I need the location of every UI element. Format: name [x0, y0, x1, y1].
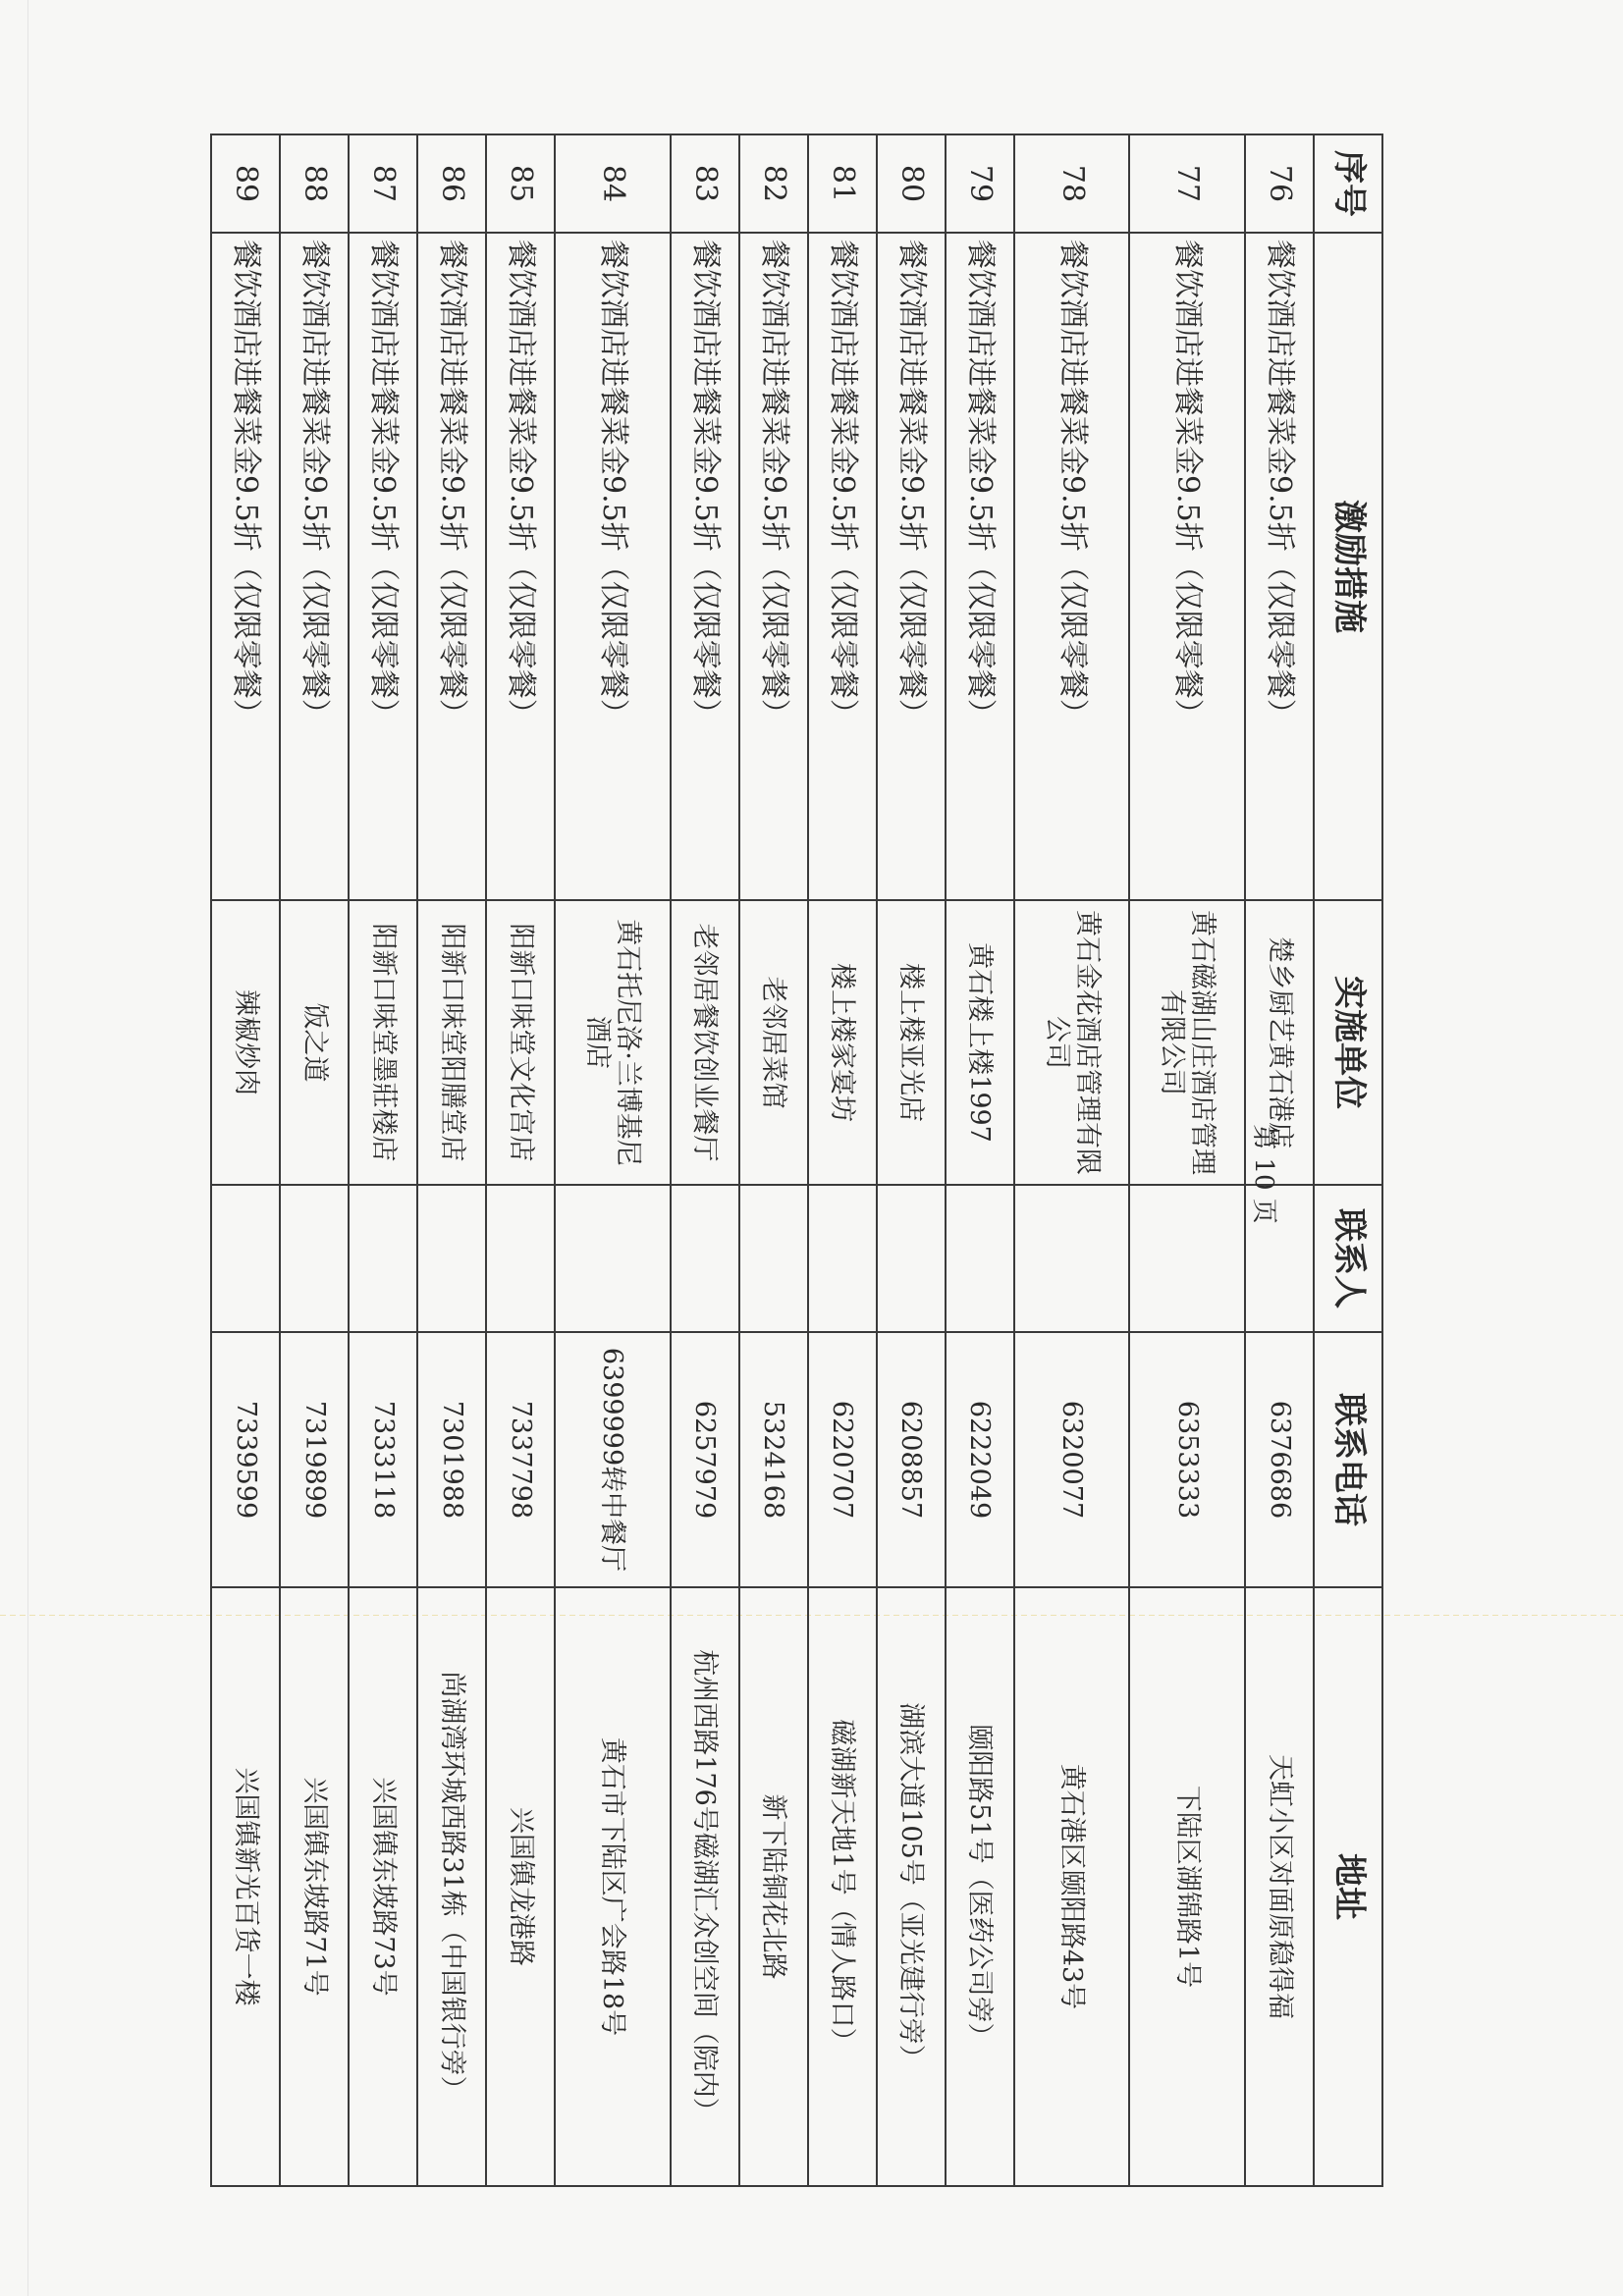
cell-address: 兴国镇龙港路: [486, 1587, 555, 2186]
cell-num: 88: [280, 134, 349, 233]
cell-address: 磁湖新天地1号（情人路口）: [808, 1587, 877, 2186]
cell-phone: 6353333: [1129, 1332, 1245, 1587]
cell-measure: 餐饮酒店进餐菜金9.5折（仅限零餐）: [349, 233, 417, 900]
cell-unit: 楚乡厨艺黄石港店: [1245, 900, 1314, 1185]
cell-contact: [417, 1185, 486, 1332]
table-header-row: [1314, 134, 1382, 2186]
rotated-table-container: [210, 133, 1383, 2185]
table-row: [808, 134, 877, 2186]
table-row: [417, 134, 486, 2186]
table-row: [211, 134, 280, 2186]
cell-num: 86: [417, 134, 486, 233]
cell-unit: 黄石磁湖山庄酒店管理有限公司: [1129, 900, 1245, 1185]
cell-address: 下陆区湖锦路1号: [1129, 1587, 1245, 2186]
cell-num: 87: [349, 134, 417, 233]
incentive-table: [210, 133, 1383, 2187]
cell-contact: [1014, 1185, 1130, 1332]
cell-unit: 黄石托尼洛·兰博基尼酒店: [555, 900, 671, 1185]
cell-num: 81: [808, 134, 877, 233]
cell-num: 82: [739, 134, 808, 233]
header-contact: 联系人: [1314, 1185, 1382, 1332]
cell-phone: 5324168: [739, 1332, 808, 1587]
table-row: [671, 134, 739, 2186]
cell-unit: 饭之道: [280, 900, 349, 1185]
cell-num: 84: [555, 134, 671, 233]
cell-measure: 餐饮酒店进餐菜金9.5折（仅限零餐）: [739, 233, 808, 900]
cell-num: 78: [1014, 134, 1130, 233]
cell-num: 79: [946, 134, 1014, 233]
cell-phone: 7301988: [417, 1332, 486, 1587]
header-num: 序号: [1314, 134, 1382, 233]
cell-measure: 餐饮酒店进餐菜金9.5折（仅限零餐）: [211, 233, 280, 900]
cell-address: 新下陆铜花北路: [739, 1587, 808, 2186]
cell-phone: 6257979: [671, 1332, 739, 1587]
cell-address: 兴国镇新光百货一楼: [211, 1587, 280, 2186]
table-row: [280, 134, 349, 2186]
cell-contact: [349, 1185, 417, 1332]
table-row: [1014, 134, 1130, 2186]
header-unit: 实施单位: [1314, 900, 1382, 1185]
cell-unit: 黄石金花酒店管理有限公司: [1014, 900, 1130, 1185]
cell-address: 兴国镇东坡路73号: [349, 1587, 417, 2186]
cell-measure: 餐饮酒店进餐菜金9.5折（仅限零餐）: [417, 233, 486, 900]
cell-phone: 6222049: [946, 1332, 1014, 1587]
cell-address: 颐阳路51号（医药公司旁）: [946, 1587, 1014, 2186]
cell-measure: 餐饮酒店进餐菜金9.5折（仅限零餐）: [877, 233, 946, 900]
cell-phone: 7337798: [486, 1332, 555, 1587]
header-address: 地址: [1314, 1587, 1382, 2186]
cell-contact: [808, 1185, 877, 1332]
cell-contact: [739, 1185, 808, 1332]
cell-num: 85: [486, 134, 555, 233]
cell-num: 77: [1129, 134, 1245, 233]
cell-address: 兴国镇东坡路71号: [280, 1587, 349, 2186]
page-number: 第 10 页: [1249, 1124, 1278, 1224]
cell-measure: 餐饮酒店进餐菜金9.5折（仅限零餐）: [280, 233, 349, 900]
cell-measure: 餐饮酒店进餐菜金9.5折（仅限零餐）: [1129, 233, 1245, 900]
cell-contact: [555, 1185, 671, 1332]
cell-address: 湖滨大道105号（亚光建行旁）: [877, 1587, 946, 2186]
table-row: [877, 134, 946, 2186]
cell-contact: [671, 1185, 739, 1332]
cell-measure: 餐饮酒店进餐菜金9.5折（仅限零餐）: [1014, 233, 1130, 900]
cell-contact: [877, 1185, 946, 1332]
cell-unit: 楼上楼亚光店: [877, 900, 946, 1185]
cell-contact: [486, 1185, 555, 1332]
cell-unit: 老邻居餐饮创业餐厅: [671, 900, 739, 1185]
cell-unit: 楼上楼家宴坊: [808, 900, 877, 1185]
cell-contact: [211, 1185, 280, 1332]
cell-phone: 6320077: [1014, 1332, 1130, 1587]
cell-unit: 阳新口味堂阳膳堂店: [417, 900, 486, 1185]
table-row: [1129, 134, 1245, 2186]
cell-num: 83: [671, 134, 739, 233]
cell-unit: 辣椒炒肉: [211, 900, 280, 1185]
cell-unit: 黄石楼上楼1997: [946, 900, 1014, 1185]
table-row: [946, 134, 1014, 2186]
cell-contact: [1129, 1185, 1245, 1332]
cell-address: 天虹小区对面原稳得福: [1245, 1587, 1314, 2186]
header-measure: 激励措施: [1314, 233, 1382, 900]
cell-contact: [946, 1185, 1014, 1332]
scan-edge: [27, 0, 28, 2296]
cell-phone: 6399999转中餐厅: [555, 1332, 671, 1587]
cell-address: 黄石港区颐阳路43号: [1014, 1587, 1130, 2186]
cell-measure: 餐饮酒店进餐菜金9.5折（仅限零餐）: [1245, 233, 1314, 900]
cell-num: 89: [211, 134, 280, 233]
cell-measure: 餐饮酒店进餐菜金9.5折（仅限零餐）: [808, 233, 877, 900]
cell-phone: 7319899: [280, 1332, 349, 1587]
table-row: [739, 134, 808, 2186]
cell-address: 黄石市下陆区广会路18号: [555, 1587, 671, 2186]
cell-address: 尚湖湾环城西路31栋（中国银行旁）: [417, 1587, 486, 2186]
cell-num: 80: [877, 134, 946, 233]
cell-measure: 餐饮酒店进餐菜金9.5折（仅限零餐）: [671, 233, 739, 900]
table-row: [349, 134, 417, 2186]
header-phone: 联系电话: [1314, 1332, 1382, 1587]
cell-phone: 7339599: [211, 1332, 280, 1587]
cell-phone: 6376686: [1245, 1332, 1314, 1587]
cell-phone: 7333118: [349, 1332, 417, 1587]
cell-unit: 阳新口味堂文化宫店: [486, 900, 555, 1185]
table-row: [555, 134, 671, 2186]
cell-num: 76: [1245, 134, 1314, 233]
cell-contact: [280, 1185, 349, 1332]
cell-phone: 6220707: [808, 1332, 877, 1587]
cell-measure: 餐饮酒店进餐菜金9.5折（仅限零餐）: [486, 233, 555, 900]
cell-phone: 6208857: [877, 1332, 946, 1587]
cell-measure: 餐饮酒店进餐菜金9.5折（仅限零餐）: [555, 233, 671, 900]
cell-unit: 老邻居菜馆: [739, 900, 808, 1185]
cell-address: 杭州西路176号磁湖汇众创空间（院内）: [671, 1587, 739, 2186]
cell-unit: 阳新口味堂墨莊楼店: [349, 900, 417, 1185]
cell-measure: 餐饮酒店进餐菜金9.5折（仅限零餐）: [946, 233, 1014, 900]
table-row: [486, 134, 555, 2186]
